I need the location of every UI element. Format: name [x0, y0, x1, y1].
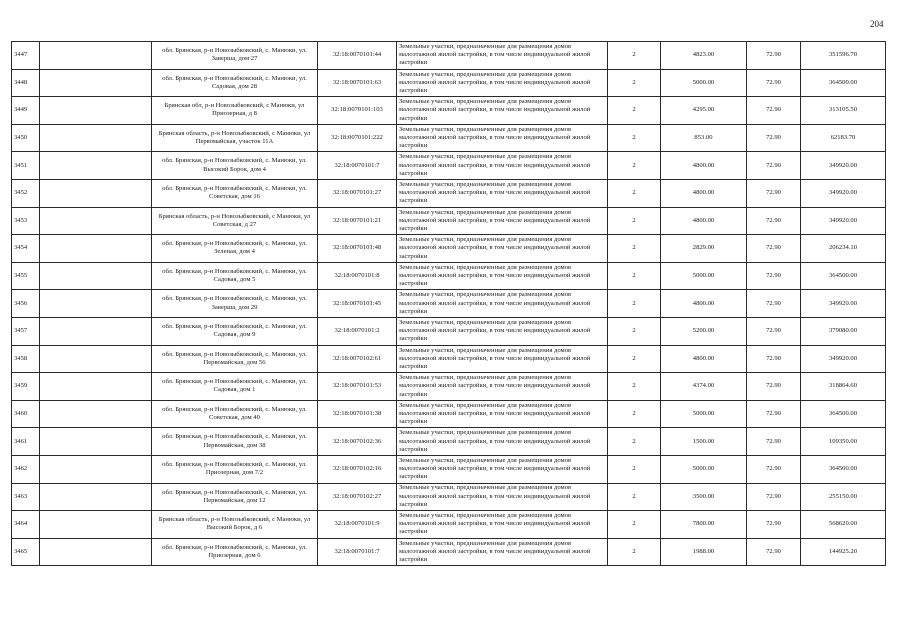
- cadastral-value-cell: 349920.00: [801, 207, 886, 235]
- cadastral-value-cell: 364500.00: [801, 400, 886, 428]
- row-number-cell: 3455: [12, 262, 40, 290]
- area-cell: 4374.00: [661, 373, 747, 401]
- permitted-use-cell: Земельные участки, предназначенные для размещения домов малоэтажной жилой застройки, в том числе индивидуальной жилой застройки: [397, 69, 608, 97]
- address-cell: обл. Брянская, р-н Новозыбковский, с. Манюки, ул. Садовая, дом 28: [152, 69, 318, 97]
- rate-cell: 72.90: [747, 207, 801, 235]
- address-cell: обл. Брянская, р-н Новозыбковский, с. Манюки, ул. Первомайская, дом 56: [152, 345, 318, 373]
- area-cell: 4823.00: [661, 42, 747, 70]
- cadastral-number-cell: 32:18:0070101:7: [318, 152, 397, 180]
- area-cell: 4295.00: [661, 97, 747, 125]
- address-cell: обл. Брянская, р-н Новозыбковский, с. Манюки, ул. Садовая, дом 9: [152, 317, 318, 345]
- address-cell: обл. Брянская, р-н Новозыбковский, с. Манюки, ул. Зеленая, дом 4: [152, 235, 318, 263]
- permitted-use-cell: Земельные участки, предназначенные для размещения домов малоэтажной жилой застройки, в том числе индивидуальной жилой застройки: [397, 97, 608, 125]
- cadastral-number-cell: 32:18:0070101:44: [318, 42, 397, 70]
- cadastral-value-cell: 364500.00: [801, 455, 886, 483]
- category-cell: 2: [608, 538, 661, 566]
- cadastral-number-cell: 32:18:0070101:27: [318, 179, 397, 207]
- area-cell: 5000.00: [661, 455, 747, 483]
- permitted-use-cell: Земельные участки, предназначенные для размещения домов малоэтажной жилой застройки, в том числе индивидуальной жилой застройки: [397, 455, 608, 483]
- category-cell: 2: [608, 428, 661, 456]
- table-body: [12, 42, 886, 566]
- address-cell: обл. Брянская, р-н Новозыбковский, с. Манюки, ул. Советская, дом 16: [152, 179, 318, 207]
- rate-cell: 72.90: [747, 455, 801, 483]
- row-number-cell: 3454: [12, 235, 40, 263]
- area-cell: 2829.00: [661, 235, 747, 263]
- rate-cell: 72.90: [747, 179, 801, 207]
- address-cell: обл. Брянская, р-н Новозыбковский, с. Манюки, ул. Приозерная, дом 6: [152, 538, 318, 566]
- table-row: [12, 290, 886, 318]
- category-cell: 2: [608, 511, 661, 539]
- rate-cell: 72.90: [747, 42, 801, 70]
- table-row: [12, 538, 886, 566]
- empty-cell: [40, 152, 152, 180]
- cadastral-value-cell: 109350.00: [801, 428, 886, 456]
- rate-cell: 72.90: [747, 511, 801, 539]
- cadastral-value-cell: 349920.00: [801, 290, 886, 318]
- area-cell: 7800.00: [661, 511, 747, 539]
- rate-cell: 72.90: [747, 400, 801, 428]
- area-cell: 3500.00: [661, 483, 747, 511]
- row-number-cell: 3448: [12, 69, 40, 97]
- category-cell: 2: [608, 455, 661, 483]
- category-cell: 2: [608, 483, 661, 511]
- address-cell: Брянская область, р-н Новозыбковский, с Манюки, ул Первомайская, участок 11А: [152, 124, 318, 152]
- empty-cell: [40, 483, 152, 511]
- permitted-use-cell: Земельные участки, предназначенные для размещения домов малоэтажной жилой застройки, в том числе индивидуальной жилой застройки: [397, 511, 608, 539]
- rate-cell: 72.90: [747, 345, 801, 373]
- cadastral-value-cell: 351596.70: [801, 42, 886, 70]
- table-row: [12, 400, 886, 428]
- category-cell: 2: [608, 373, 661, 401]
- empty-cell: [40, 179, 152, 207]
- empty-cell: [40, 290, 152, 318]
- cadastral-number-cell: 32:18:0070101:63: [318, 69, 397, 97]
- empty-cell: [40, 124, 152, 152]
- table-row: [12, 317, 886, 345]
- cadastral-value-cell: 349920.00: [801, 152, 886, 180]
- permitted-use-cell: Земельные участки, предназначенные для размещения домов малоэтажной жилой застройки, в том числе индивидуальной жилой застройки: [397, 262, 608, 290]
- address-cell: обл. Брянская, р-н Новозыбковский, с. Манюки, ул. Приозерная, дом 7/2: [152, 455, 318, 483]
- row-number-cell: 3460: [12, 400, 40, 428]
- rate-cell: 72.90: [747, 483, 801, 511]
- empty-cell: [40, 262, 152, 290]
- category-cell: 2: [608, 317, 661, 345]
- area-cell: 5000.00: [661, 400, 747, 428]
- category-cell: 2: [608, 179, 661, 207]
- rate-cell: 72.90: [747, 124, 801, 152]
- rate-cell: 72.90: [747, 262, 801, 290]
- category-cell: 2: [608, 235, 661, 263]
- cadastral-value-cell: 364500.00: [801, 69, 886, 97]
- address-cell: обл. Брянская, р-н Новозыбковский, с. Манюки, ул. Первомайская, дом 38: [152, 428, 318, 456]
- cadastral-number-cell: 32:18:0070101:21: [318, 207, 397, 235]
- area-cell: 4800.00: [661, 290, 747, 318]
- cadastral-value-cell: 568620.00: [801, 511, 886, 539]
- table-row: [12, 428, 886, 456]
- empty-cell: [40, 317, 152, 345]
- area-cell: 4800.00: [661, 152, 747, 180]
- row-number-cell: 3456: [12, 290, 40, 318]
- row-number-cell: 3447: [12, 42, 40, 70]
- area-cell: 1500.00: [661, 428, 747, 456]
- address-cell: обл. Брянская, р-н Новозыбковский, с. Манюки, ул. Садовая, дом 5: [152, 262, 318, 290]
- empty-cell: [40, 428, 152, 456]
- area-cell: 853.00: [661, 124, 747, 152]
- category-cell: 2: [608, 124, 661, 152]
- category-cell: 2: [608, 400, 661, 428]
- area-cell: 5000.00: [661, 69, 747, 97]
- cadastral-value-cell: 349920.00: [801, 345, 886, 373]
- address-cell: обл. Брянская, р-н Новозыбковский, с. Манюки, ул. Первомайская, дом 12: [152, 483, 318, 511]
- permitted-use-cell: Земельные участки, предназначенные для размещения домов малоэтажной жилой застройки, в том числе индивидуальной жилой застройки: [397, 42, 608, 70]
- address-cell: обл. Брянская, р-н Новозыбковский, с. Манюки, ул. Заверша, дом 27: [152, 42, 318, 70]
- cadastral-number-cell: 32:18:0070101:222: [318, 124, 397, 152]
- empty-cell: [40, 345, 152, 373]
- cadastral-value-cell: 206234.10: [801, 235, 886, 263]
- cadastral-value-cell: 144925.20: [801, 538, 886, 566]
- empty-cell: [40, 511, 152, 539]
- area-cell: 4800.00: [661, 345, 747, 373]
- empty-cell: [40, 207, 152, 235]
- permitted-use-cell: Земельные участки, предназначенные для размещения домов малоэтажной жилой застройки, в том числе индивидуальной жилой застройки: [397, 483, 608, 511]
- cadastral-number-cell: 32:18:0070102:61: [318, 345, 397, 373]
- row-number-cell: 3449: [12, 97, 40, 125]
- cadastral-value-cell: 318864.60: [801, 373, 886, 401]
- address-cell: обл. Брянская, р-н Новозыбковский, с. Манюки, ул. Высокий Борок, дом 4: [152, 152, 318, 180]
- rate-cell: 72.90: [747, 317, 801, 345]
- permitted-use-cell: Земельные участки, предназначенные для размещения домов малоэтажной жилой застройки, в том числе индивидуальной жилой застройки: [397, 428, 608, 456]
- row-number-cell: 3451: [12, 152, 40, 180]
- area-cell: 5000.00: [661, 262, 747, 290]
- rate-cell: 72.90: [747, 69, 801, 97]
- area-cell: 4800.00: [661, 207, 747, 235]
- permitted-use-cell: Земельные участки, предназначенные для размещения домов малоэтажной жилой застройки, в том числе индивидуальной жилой застройки: [397, 207, 608, 235]
- category-cell: 2: [608, 207, 661, 235]
- address-cell: Брянская область, р-н Новозыбковский, с Манюки, ул Высокий Борок, д 6: [152, 511, 318, 539]
- address-cell: обл. Брянская, р-н Новозыбковский, с. Манюки, ул. Садовая, дом 1: [152, 373, 318, 401]
- table-row: [12, 179, 886, 207]
- cadastral-value-cell: 364500.00: [801, 262, 886, 290]
- address-cell: Брянская область, р-н Новозыбковский, с Манюки, ул Советская, д 27: [152, 207, 318, 235]
- category-cell: 2: [608, 97, 661, 125]
- row-number-cell: 3462: [12, 455, 40, 483]
- cadastral-value-cell: 313105.50: [801, 97, 886, 125]
- permitted-use-cell: Земельные участки, предназначенные для размещения домов малоэтажной жилой застройки, в том числе индивидуальной жилой застройки: [397, 538, 608, 566]
- empty-cell: [40, 538, 152, 566]
- address-cell: Брянская обл, р-н Новозыбковский, с Манюки, ул Приозерная, д 8: [152, 97, 318, 125]
- rate-cell: 72.90: [747, 152, 801, 180]
- empty-cell: [40, 455, 152, 483]
- address-cell: обл. Брянская, р-н Новозыбковский, с. Манюки, ул. Советская, дом 40: [152, 400, 318, 428]
- permitted-use-cell: Земельные участки, предназначенные для размещения домов малоэтажной жилой застройки, в том числе индивидуальной жилой застройки: [397, 152, 608, 180]
- permitted-use-cell: Земельные участки, предназначенные для размещения домов малоэтажной жилой застройки, в том числе индивидуальной жилой застройки: [397, 400, 608, 428]
- page-number: 204: [870, 19, 884, 29]
- row-number-cell: 3465: [12, 538, 40, 566]
- cadastral-number-cell: 32:18:0070102:27: [318, 483, 397, 511]
- category-cell: 2: [608, 42, 661, 70]
- permitted-use-cell: Земельные участки, предназначенные для размещения домов малоэтажной жилой застройки, в том числе индивидуальной жилой застройки: [397, 124, 608, 152]
- table-row: [12, 345, 886, 373]
- cadastral-number-cell: 32:18:0070101:48: [318, 235, 397, 263]
- table-row: [12, 152, 886, 180]
- category-cell: 2: [608, 290, 661, 318]
- permitted-use-cell: Земельные участки, предназначенные для размещения домов малоэтажной жилой застройки, в том числе индивидуальной жилой застройки: [397, 345, 608, 373]
- area-cell: 1988.00: [661, 538, 747, 566]
- cadastral-value-cell: 255150.00: [801, 483, 886, 511]
- permitted-use-cell: Земельные участки, предназначенные для размещения домов малоэтажной жилой застройки, в том числе индивидуальной жилой застройки: [397, 373, 608, 401]
- permitted-use-cell: Земельные участки, предназначенные для размещения домов малоэтажной жилой застройки, в том числе индивидуальной жилой застройки: [397, 317, 608, 345]
- empty-cell: [40, 42, 152, 70]
- category-cell: 2: [608, 345, 661, 373]
- category-cell: 2: [608, 152, 661, 180]
- cadastral-number-cell: 32:18:0070101:45: [318, 290, 397, 318]
- rate-cell: 72.90: [747, 235, 801, 263]
- rate-cell: 72.90: [747, 97, 801, 125]
- empty-cell: [40, 69, 152, 97]
- rate-cell: 72.90: [747, 428, 801, 456]
- cadastral-number-cell: 32:18:0070101:7: [318, 538, 397, 566]
- table-row: [12, 42, 886, 70]
- row-number-cell: 3452: [12, 179, 40, 207]
- row-number-cell: 3457: [12, 317, 40, 345]
- cadastral-number-cell: 32:18:0070101:53: [318, 373, 397, 401]
- row-number-cell: 3450: [12, 124, 40, 152]
- table-row: [12, 235, 886, 263]
- row-number-cell: 3461: [12, 428, 40, 456]
- permitted-use-cell: Земельные участки, предназначенные для размещения домов малоэтажной жилой застройки, в том числе индивидуальной жилой застройки: [397, 179, 608, 207]
- empty-cell: [40, 400, 152, 428]
- permitted-use-cell: Земельные участки, предназначенные для размещения домов малоэтажной жилой застройки, в том числе индивидуальной жилой застройки: [397, 235, 608, 263]
- rate-cell: 72.90: [747, 373, 801, 401]
- cadastral-number-cell: 32:18:0070101:8: [318, 262, 397, 290]
- row-number-cell: 3458: [12, 345, 40, 373]
- cadastral-value-cell: 379080.00: [801, 317, 886, 345]
- row-number-cell: 3453: [12, 207, 40, 235]
- empty-cell: [40, 235, 152, 263]
- empty-cell: [40, 373, 152, 401]
- row-number-cell: 3459: [12, 373, 40, 401]
- table-row: [12, 483, 886, 511]
- cadastral-number-cell: 32:18:0070102:36: [318, 428, 397, 456]
- table-row: [12, 262, 886, 290]
- cadastral-number-cell: 32:18:0070101:103: [318, 97, 397, 125]
- address-cell: обл. Брянская, р-н Новозыбковский, с. Манюки, ул. Заверша, дом 29: [152, 290, 318, 318]
- table-row: [12, 373, 886, 401]
- cadastral-number-cell: 32:18:0070101:2: [318, 317, 397, 345]
- category-cell: 2: [608, 262, 661, 290]
- land-plot-table: [11, 41, 886, 566]
- row-number-cell: 3464: [12, 511, 40, 539]
- cadastral-value-cell: 349920.00: [801, 179, 886, 207]
- table-row: [12, 455, 886, 483]
- area-cell: 5200.00: [661, 317, 747, 345]
- cadastral-number-cell: 32:18:0070102:16: [318, 455, 397, 483]
- cadastral-number-cell: 32:18:0070101:9: [318, 511, 397, 539]
- table-row: [12, 69, 886, 97]
- area-cell: 4800.00: [661, 179, 747, 207]
- table-row: [12, 124, 886, 152]
- row-number-cell: 3463: [12, 483, 40, 511]
- cadastral-value-cell: 62183.70: [801, 124, 886, 152]
- cadastral-number-cell: 32:18:0070101:38: [318, 400, 397, 428]
- rate-cell: 72.90: [747, 538, 801, 566]
- table-row: [12, 207, 886, 235]
- empty-cell: [40, 97, 152, 125]
- table-row: [12, 511, 886, 539]
- rate-cell: 72.90: [747, 290, 801, 318]
- category-cell: 2: [608, 69, 661, 97]
- permitted-use-cell: Земельные участки, предназначенные для размещения домов малоэтажной жилой застройки, в том числе индивидуальной жилой застройки: [397, 290, 608, 318]
- table-row: [12, 97, 886, 125]
